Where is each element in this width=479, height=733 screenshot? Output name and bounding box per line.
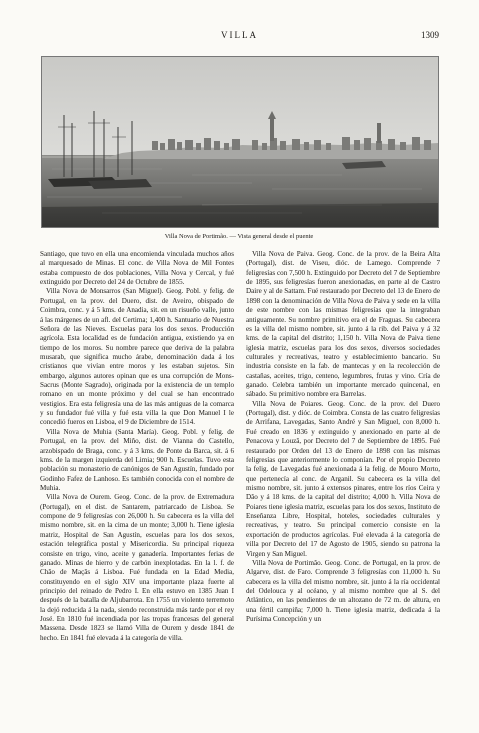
running-head: VILLA	[221, 30, 258, 40]
paragraph: Villa Nova de Poiares. Geog. Conc. de la prov. del Duero (Portugal), dist. y dióc. de Coimbra. Consta de las cuatro feligresías de Arrifana, Lavegadas, Santo André y San Miguel, con 8,000 h. Fué creado en 1836 y extinguido y anexionado en parte al de Penacova y Louzã, por Decreto del 7 de Septiembre de 1895. Fué restaurado por Orden del 13 de Enero de 1898 con las mismas feligresías que anteriormente lo componían. Por el propio Decreto la felig. de Lavegadas fué anexionada á la felig. de Mouro Morto, que pertenecía al conc. de Arganil. Su cabecera es la villa del mismo nombre, sit. junto á extensos pinares, entre los ríos Ceira y Dão y á 18 kms. de la capital del distrito; 4,000 h. Villa Nova de Poiares tiene iglesia matriz, escuelas para los dos sexos, Instituto de Enseñanza Libre, Hospital, hoteles, sociedades culturales y recreativas, y teatro. Su principal comercio consiste en la exportación de productos agrícolas. Fué elevada á la categoría de villa por Decreto del 17 de Agosto de 1905, siendo su patrona la Virgen y San Miguel.	[246, 399, 440, 558]
paragraph: Villa Nova de Ourem. Geog. Conc. de la prov. de Extremadura (Portugal), en el dist. de Santarem, patriarcado de Lisboa. Se compone de 9 feligresías con 26,000 h. Su cabecera es la villa del mismo nombre, sit. en la cima de un monte; 3,000 h. Tiene iglesia matriz, Hospital de San Agustín, escuelas para los dos sexos, estación telegráfica postal y Misericordia. Su principal riqueza consiste en trigo, vino, aceite y ganadería. Importantes ferias de ganado. Minas de hierro y de carbón inexplotadas. En la l. f. de Chão de Maçãs á Lisboa. Fué fundada en la Edad Media, constituyendo en el siglo XIV una importante plaza fuerte al principio del reinado de Pedro I. En ella estuvo en 1385 Juan I después de la batalla de Aljubarrota. En 1755 un violento terremoto la dejó reducida á la nada, siendo reconstruida más tarde por el rey José. En 1810 fué incendiada por las tropas francesas del general Massena. Desde 1823 se llamó Villa de Ourem y desde 1841 de hecho. En 1841 fué elevada á la categoría de villa.	[40, 493, 234, 642]
left-column	[40, 250, 234, 720]
harbor-photo	[41, 56, 439, 228]
page-number: 1309	[421, 30, 439, 40]
paragraph: Villa Nova de Paiva. Geog. Conc. de la prov. de la Beira Alta (Portugal), dist. de Viseu, dióc. de Lamego. Comprende 7 feligresías con 7,500 h. Extinguido por Decreto del 7 de Septiembre de 1895, sus feligresías fueron anexionadas, en parte al de Castro Daire y al de Sattam. Fué restaurado por Decreto del 13 de Enero de 1898 con la denominación de Villa Nova de Paiva y sede en la villa de este nombre con las mismas feligresías que la integraban antiguamente. Su nombre primitivo era el de Fraguas. Su cabecera es la villa del mismo nombre, sit. junto á la rib. del Paiva y á 32 kms. de la capital del distrito; 1,150 h. Villa Nova de Paiva tiene iglesia matriz, escuelas para los dos sexos, diversos sociedades culturales y recreativas, teatro y establecimiento bancario. Su industria consiste en la fab. de mantecas y en la recolección de castañas, aceites, trigo, centeno, legumbres, frutas y vino. Cría de ganado. Celebra también un importante mercado quincenal, en sábado. Su primitivo nombre era Barrelas.	[246, 250, 440, 399]
figure-caption: Villa Nova de Portimão. — Vista general desde el puente	[164, 233, 314, 240]
paragraph: Villa Nova de Portimão. Geog. Conc. de Portugal, en la prov. de Algarve, dist. de Faro. Comprende 3 feligresías con 11,000 h. Su cabecera es la villa del mismo nombre, sit. junto á la ría occidental del Odelouca y al océano, y al mismo nombre que al S. del Atlántico, en las pendientes de un altozano de 72 m. de altura, en una fértil campiña; 7,000 h. Tiene iglesia matriz, dedicada á la Purísima Concepción y un	[246, 558, 440, 624]
paragraph: Santiago, que tuvo en ella una encomienda vinculada muchos años al marquesado de Minas. El conc. de Villa Nova de Mil Fontes estaba compuesto de dos poblaciones, Villa Nova y Cercal, y fué extinguido por Decreto del 24 de Octubre de 1855.	[40, 250, 234, 287]
article-columns	[40, 250, 440, 720]
page-header	[40, 30, 439, 44]
paragraph: Villa Nova de Muhia (Santa María). Geog. Pobl. y felig. de Portugal, en la prov. del Miño, dist. de Vianna do Castello, arzobispado de Braga, conc. y á 3 kms. de Ponte da Barca, sit. á 6 kms. de la margen izquierda del Limia; 900 h. Escuelas. Tuvo esta población su monasterio de canónigos de San Agustín, fundado por Godinho Fafez de Lanhoso. Es también conocida con el nombre de Muhia.	[40, 427, 234, 492]
paragraph: Villa Nova de Monsarros (San Miguel). Geog. Pobl. y felig. de Portugal, en la prov. del Duero, dist. de Aveiro, obispado de Coimbra, conc. y á 5 kms. de Anadia, sit. en un risueño valle, junto á las márgenes de un afl. del Certima; 1,400 h. Santuario de Nuestra Señora de las Nieves. Escuelas para los dos sexos. Producción agrícola. Esta localidad es de fundación antigua, existiendo ya en tiempo de los moros. Su nombre parece que deriva de la palabra musarab, que significa mucho árabe, denominación dada á los cristianos que vivían entre moros y les estaban sujetos. Sin embargo, algunos autores opinan que es una corrupción de Mons-Sacrus (Monte Sagrado), originada por la existencia de un templo romano en un monte próximo y del cual se han encontrado vestigios. Era esta feligresía una de las más antiguas de la comarca y su fundador fué villa y fué esta villa la que Don Manuel I le concedió fueros en Lisboa, el 9 de Diciembre de 1514.	[40, 287, 234, 427]
right-column	[246, 250, 440, 720]
